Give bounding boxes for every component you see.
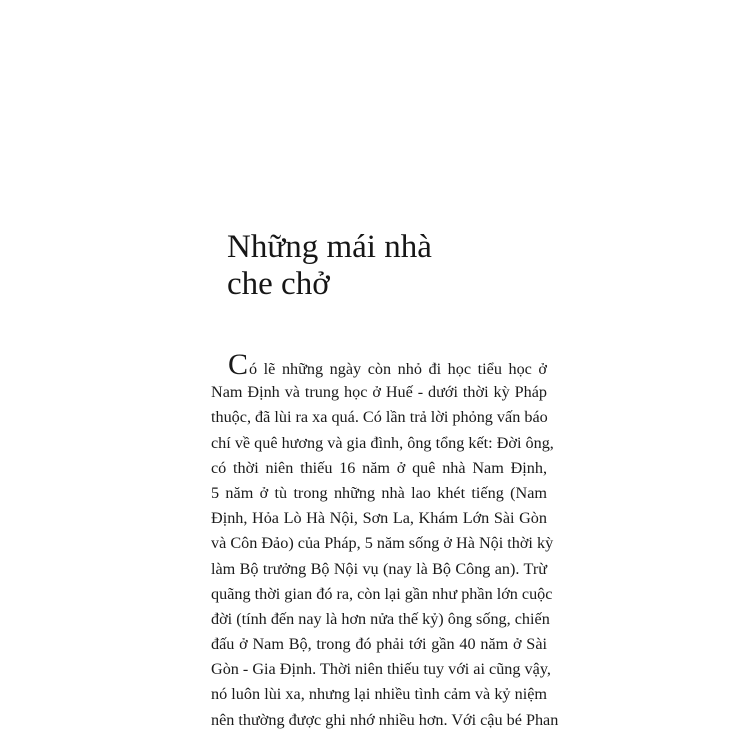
body-line-first [211,348,547,381]
body-line: 5 năm ở tù trong những nhà lao khét tiếng (Nam [211,483,547,502]
body-line: có thời niên thiếu 16 năm ở quê nhà Nam Định, [211,458,547,477]
body-line: chí về quê hương và gia đình, ông tổng kết: Đời ông, [211,433,554,452]
body-line-last: nên thường được ghi nhớ nhiều hơn. Với cậu bé Phan [211,710,559,729]
body-line: Nam Định và trung học ở Huế - dưới thời kỳ Pháp [211,383,547,402]
body-line: nó luôn lùi xa, nhưng lại nhiều tình cảm và kỷ niệm [211,685,547,704]
body-line: Định, Hỏa Lò Hà Nội, Sơn La, Khám Lớn Sài Gòn [211,509,547,528]
body-line: quãng thời gian đó ra, còn lại gần như phần lớn cuộc [211,584,553,603]
chapter-title-line-1: Những mái nhà [227,229,432,265]
body-line-first-text: ó lẽ những ngày còn nhỏ đi học tiểu học ở [249,360,547,378]
body-line: thuộc, đã lùi ra xa quá. Có lần trả lời phỏng vấn báo [211,408,548,427]
body-line: làm Bộ trưởng Bộ Nội vụ (nay là Bộ Công an). Trừ [211,559,547,578]
body-paragraph [211,348,559,733]
chapter-title [227,229,547,303]
body-line: đời (tính đến nay là hơn nửa thế kỷ) ông sống, chiến [211,609,550,628]
body-line: Gòn - Gia Định. Thời niên thiếu tuy với ai cũng vậy, [211,660,551,679]
chapter-title-line-2: che chở [227,266,330,302]
body-line: đấu ở Nam Bộ, trong đó phải tới gần 40 năm ở Sài [211,635,547,654]
drop-cap: C [228,348,249,381]
body-line: và Côn Đảo) của Pháp, 5 năm sống ở Hà Nội thời kỳ [211,534,554,553]
